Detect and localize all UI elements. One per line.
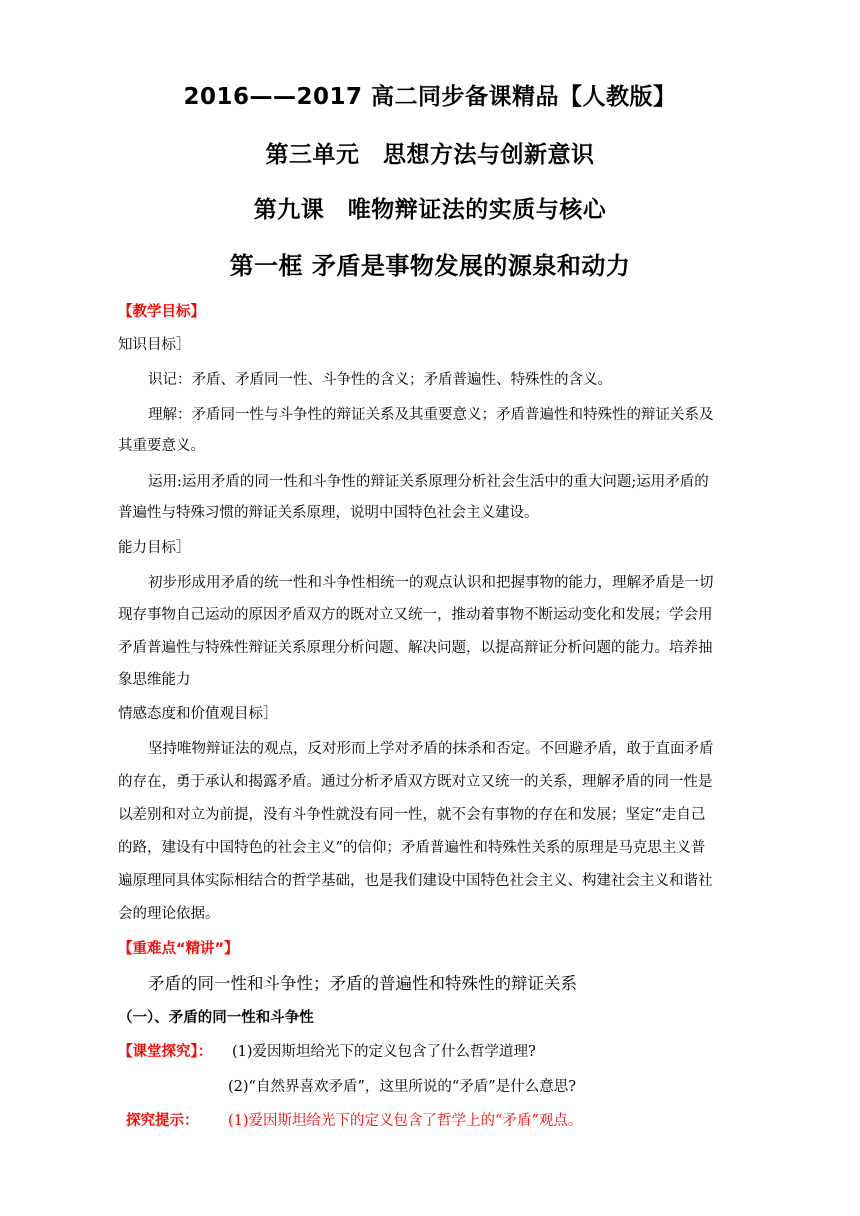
ability-line: 象思维能力 — [118, 672, 191, 688]
hint-label: 探究提示： — [126, 1113, 199, 1129]
emotion-line: 遍原理同具体实际相结合的哲学基础，也是我们建设中国特色社会主义、构建社会主义和谐社 — [118, 873, 713, 889]
document-title: 2016——2017 高二同步备课精品【人教版】 — [183, 84, 677, 110]
emotion-label: 情感态度和价值观目标］ — [118, 706, 278, 722]
emotion-line: 以差别和对立为前提，没有斗争性就没有同一性，就不会有事物的存在和发展；坚定“走自己 — [118, 807, 706, 823]
inquiry-question: (2)“自然界喜欢矛盾”，这里所说的“矛盾”是什么意思? — [228, 1079, 576, 1095]
objectives-heading: 【教学目标】 — [118, 304, 205, 320]
ability-line: 现存事物自己运动的原因矛盾双方的既对立又统一，推动着事物不断运动变化和发展；学会用 — [118, 607, 713, 623]
emotion-line: 的存在，勇于承认和揭露矛盾。通过分析矛盾双方既对立又统一的关系，理解矛盾的同一性是 — [118, 774, 713, 790]
knowledge-line: 理解：矛盾同一性与斗争性的辩证关系及其重要意义；矛盾普遍性和特殊性的辩证关系及 — [148, 407, 714, 423]
emotion-line: 会的理论依据。 — [118, 906, 220, 922]
knowledge-label: 知识目标］ — [118, 337, 191, 353]
key-points-heading: 【重难点“精讲”】 — [118, 941, 239, 957]
emotion-line: 坚持唯物辩证法的观点，反对形而上学对矛盾的抹杀和否定。不回避矛盾，敢于直面矛盾 — [148, 741, 714, 757]
knowledge-line: 其重要意义。 — [118, 438, 205, 454]
key-points-summary: 矛盾的同一性和斗争性；矛盾的普遍性和特殊性的辩证关系 — [148, 974, 577, 993]
lesson-title: 第九课 唯物辩证法的实质与核心 — [253, 197, 607, 223]
ability-line: 矛盾普遍性与特殊性辩证关系原理分析问题、解决问题，以提高辩证分析问题的能力。培养抽 — [118, 640, 713, 656]
knowledge-line: 普遍性与特殊习惯的辩证关系原理，说明中国特色社会主义建设。 — [118, 505, 539, 521]
ability-line: 初步形成用矛盾的统一性和斗争性相统一的观点认识和把握事物的能力，理解矛盾是一切 — [148, 575, 714, 591]
knowledge-line: 运用:运用矛盾的同一性和斗争性的辩证关系原理分析社会生活中的重大问题;运用矛盾的 — [148, 474, 709, 490]
section-heading: （一）、矛盾的同一性和斗争性 — [118, 1010, 314, 1026]
section-title: 第一框 矛盾是事物发展的源泉和动力 — [229, 252, 631, 280]
inquiry-question: (1)爱因斯坦给光下的定义包含了什么哲学道理? — [232, 1044, 536, 1060]
unit-title: 第三单元 思想方法与创新意识 — [265, 142, 595, 168]
emotion-line: 的路，建设有中国特色的社会主义”的信仰；矛盾普遍性和特殊性关系的原理是马克思主义普 — [118, 840, 706, 856]
hint-text: (1)爱因斯坦给光下的定义包含了哲学上的“矛盾”观点。 — [228, 1113, 583, 1129]
knowledge-line: 识记：矛盾、矛盾同一性、斗争性的含义；矛盾普遍性、特殊性的含义。 — [148, 372, 612, 388]
ability-label: 能力目标］ — [118, 540, 191, 556]
inquiry-label: 【课堂探究】： — [118, 1044, 213, 1060]
